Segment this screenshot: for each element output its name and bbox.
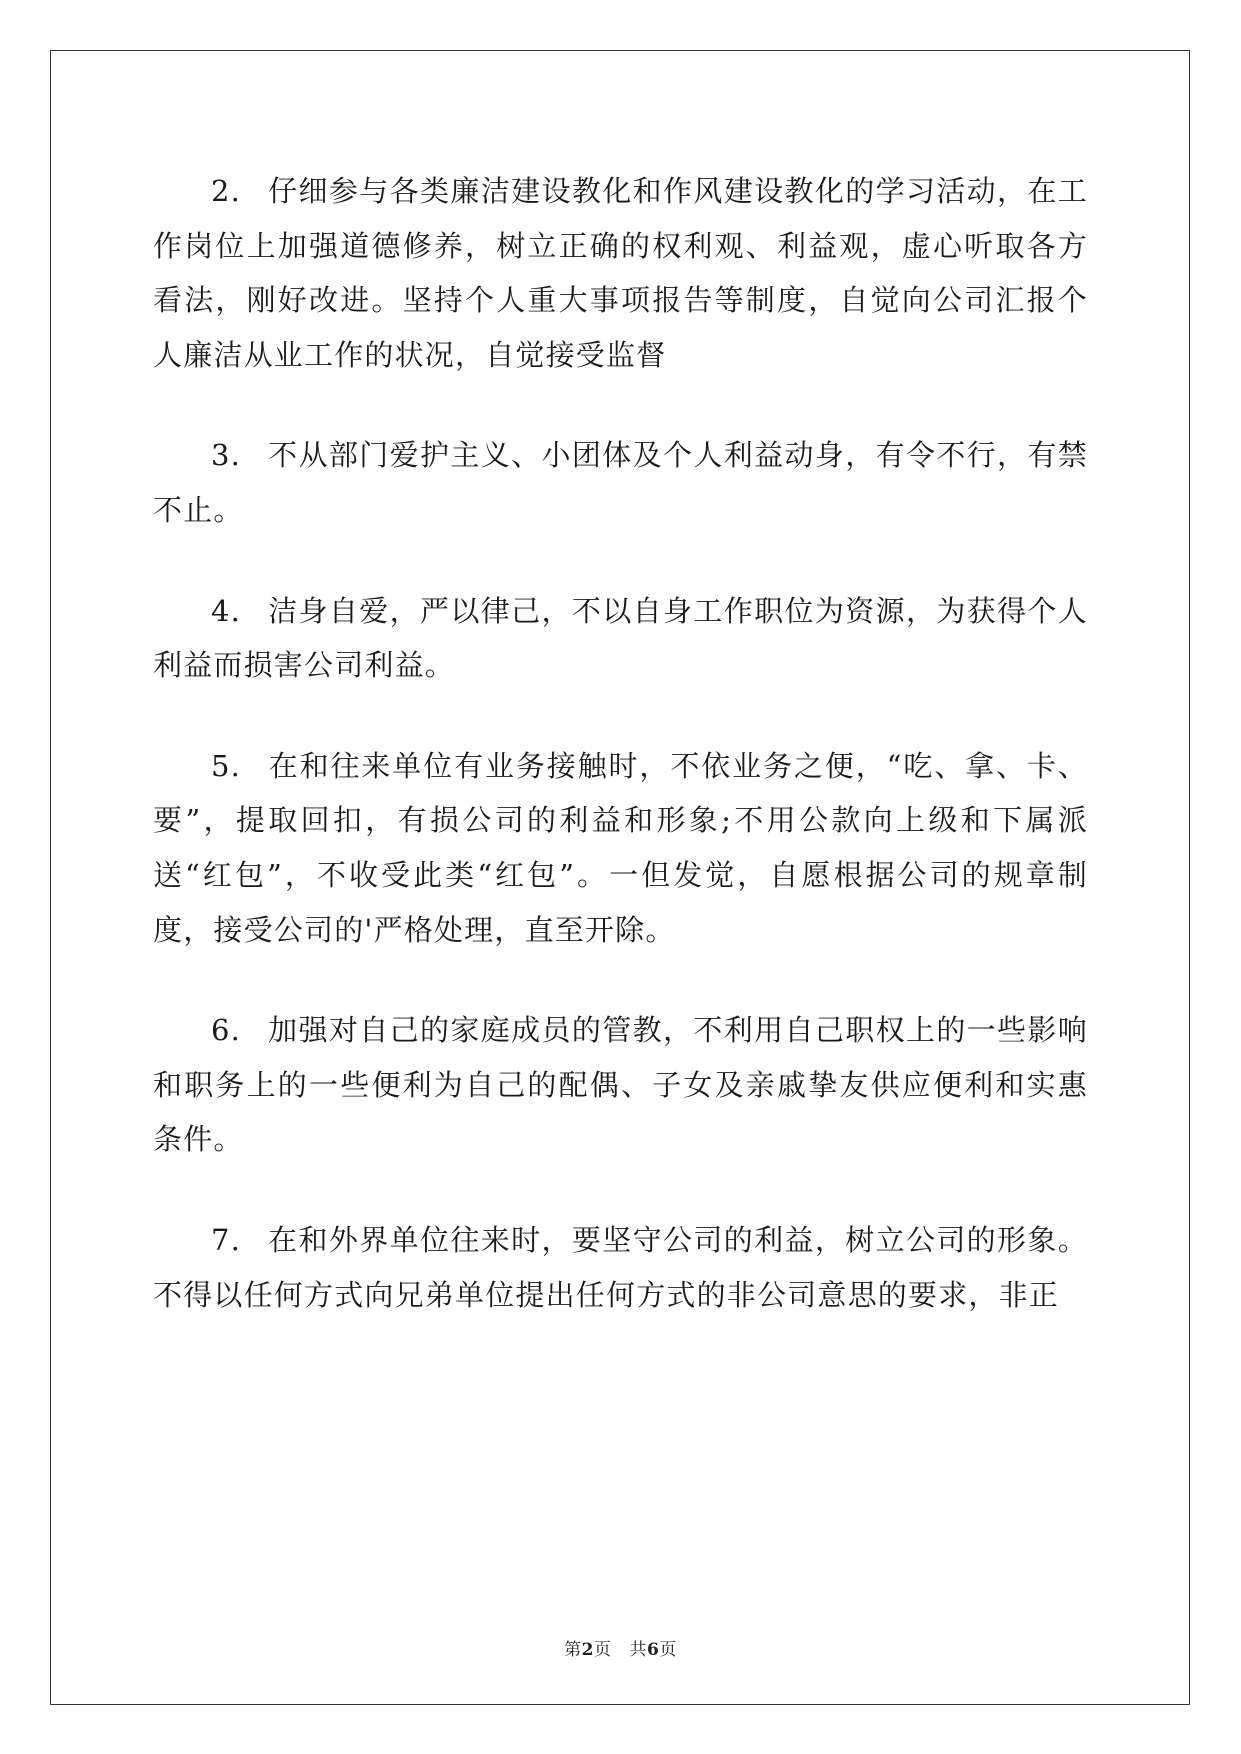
item-number: 6. <box>211 1013 242 1048</box>
paragraph-text: 洁身自爱，严以律己，不以自身工作职位为资源，为获得个人利益而损害公司利益。 <box>153 593 1088 683</box>
paragraph-text: 仔细参与各类廉洁建设教化和作风建设教化的学习活动，在工作岗位上加强道德修养，树立正确的权利观、利益观，虚心听取各方看法，刚好改进。坚持个人重大事项报告等制度，自觉向公司汇报个人廉洁从业工作的状况，自觉接受监督 <box>153 174 1088 372</box>
paragraph-item-6 <box>153 1003 1088 1167</box>
item-number: 2. <box>211 174 242 208</box>
paragraph-text: 加强对自己的家庭成员的管教，不利用自己职权上的一些影响和职务上的一些便利为自己的配偶、子女及亲戚挚友供应便利和实惠条件。 <box>153 1013 1088 1157</box>
paragraph-item-7 <box>153 1213 1088 1322</box>
page-suffix: 页 <box>594 1640 612 1660</box>
item-number: 7. <box>211 1222 242 1257</box>
item-number: 5. <box>211 748 242 783</box>
total-prefix: 共 <box>629 1640 647 1660</box>
page-total: 6 <box>647 1640 660 1660</box>
page-prefix: 第 <box>564 1640 582 1660</box>
paragraph-item-4 <box>153 584 1088 693</box>
paragraph-text: 在和外界单位往来时，要坚守公司的利益，树立公司的形象。不得以任何方式向兄弟单位提出任何方式的非公司意思的要求，非正 <box>153 1222 1088 1312</box>
paragraph-item-2 <box>153 164 1088 382</box>
document-body <box>153 164 1088 1322</box>
paragraph-text: 不从部门爱护主义、小团体及个人利益动身，有令不行，有禁不止。 <box>153 438 1088 527</box>
total-suffix: 页 <box>659 1640 677 1660</box>
item-number: 4. <box>211 593 242 628</box>
paragraph-item-5 <box>153 739 1088 957</box>
page-current: 2 <box>581 1640 594 1660</box>
paragraph-item-3 <box>153 428 1088 537</box>
paragraph-text: 在和往来单位有业务接触时，不依业务之便，“吃、拿、卡、要”，提取回扣，有损公司的利益和形象;不用公款向上级和下属派送“红包”，不收受此类“红包”。一但发觉，自愿根据公司的规章制度，接受公司的'严格处理，直至开除。 <box>153 748 1088 947</box>
page-footer <box>0 1635 1241 1660</box>
item-number: 3. <box>211 438 242 473</box>
